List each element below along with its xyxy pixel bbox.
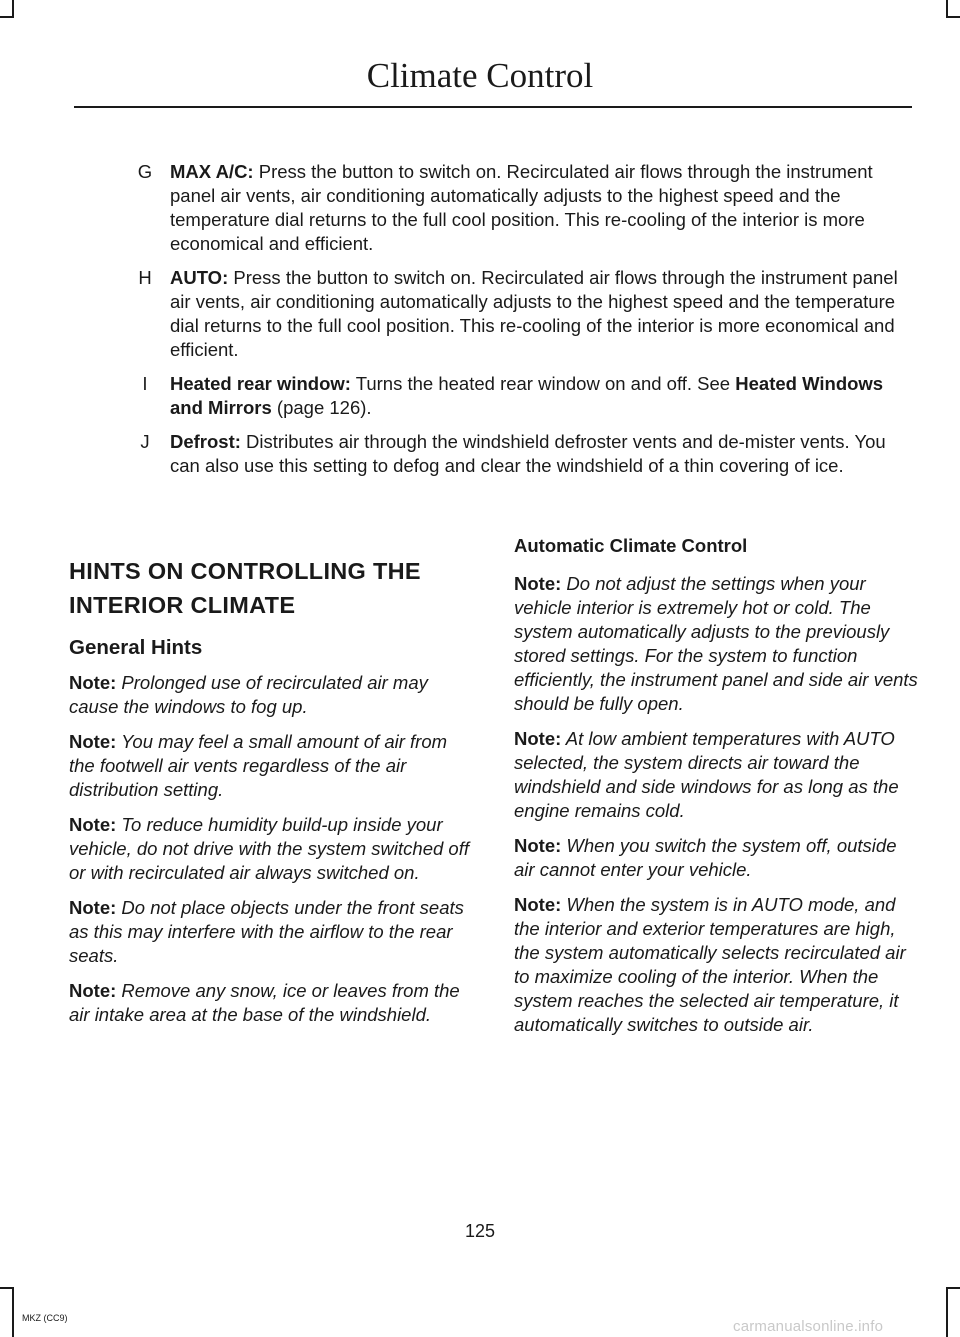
note [69, 896, 473, 968]
key-text: Turns the heated rear window on and off. See [350, 373, 736, 394]
left-column [69, 556, 473, 1038]
note [69, 671, 473, 719]
key-letter: J [140, 431, 150, 452]
section-heading-line2: INTERIOR CLIMATE [69, 592, 296, 618]
subsection-heading: General Hints [69, 636, 203, 659]
key-letter: I [142, 373, 148, 394]
note-label: Note: [69, 897, 117, 918]
note-text: Do not place objects under the front seats as this may interfere with the airflow to the rear seats. [69, 897, 464, 966]
model-code: MKZ (CC9) [22, 1313, 68, 1323]
note-label: Note: [514, 894, 562, 915]
note [514, 893, 918, 1037]
note [514, 572, 918, 716]
key-text: Press the button to switch on. Recirculated air flows through the instrument panel air vents, air conditioning automatically adjusts to the highest speed and the temperature dial returns to the full cool position. This re-cooling of the interior is more economical and efficient. [170, 161, 873, 254]
crop-mark-bottom-right-h [946, 1287, 960, 1289]
note-label: Note: [514, 573, 562, 594]
key-description [170, 266, 906, 362]
cross-reference-link[interactable]: Heated Windows and Mirrors [170, 373, 884, 418]
key-label: MAX A/C: [170, 161, 254, 182]
crop-mark-top-left-h [0, 16, 14, 18]
crop-mark-top-left-v [12, 0, 14, 16]
note [514, 834, 918, 882]
crop-mark-bottom-left-v [12, 1289, 14, 1337]
note [69, 813, 473, 885]
note-text: Do not adjust the settings when your vehicle interior is extremely hot or cold. The system automatically adjusts to the previously stored settings. For the system to function efficiently, the instrument panel and side air vents should be fully open. [514, 573, 918, 714]
key-label: Defrost: [170, 431, 241, 452]
key-text: Press the button to switch on. Recirculated air flows through the instrument panel air vents, air conditioning automatically adjusts to the highest speed and the temperature dial returns to the full cool position. This re-cooling of the interior is more economical and efficient. [170, 267, 898, 360]
watermark: carmanualsonline.info [733, 1318, 884, 1335]
title-divider [74, 106, 912, 108]
key-letter: H [138, 267, 152, 288]
page-title: Climate Control [366, 56, 594, 95]
note-text: When the system is in AUTO mode, and the interior and exterior temperatures are high, the system automatically selects recirculated air to maximize cooling of the interior. When the system reaches the selected air temperature, it automatically switches to outside air. [514, 894, 906, 1035]
note [69, 979, 473, 1027]
page-number: 125 [464, 1221, 496, 1241]
crop-mark-top-right-h [946, 16, 960, 18]
control-key-list [74, 160, 906, 488]
note-label: Note: [69, 814, 117, 835]
section-heading-line1: HINTS ON CONTROLLING THE [69, 558, 421, 584]
note-text: When you switch the system off, outside air cannot enter your vehicle. [514, 835, 897, 880]
note-text: You may feel a small amount of air from the footwell air vents regardless of the air distribution setting. [69, 731, 448, 800]
crop-mark-top-right-v [946, 0, 948, 16]
note-text: To reduce humidity build-up inside your vehicle, do not drive with the system switched off or with recirculated air always switched on. [69, 814, 469, 883]
key-text: Distributes air through the windshield defroster vents and de-mister vents. You can also use this setting to defog and clear the windshield of a thin covering of ice. [170, 431, 886, 476]
note-text: At low ambient temperatures with AUTO selected, the system directs air toward the windshield and side windows for as long as the engine remains cold. [514, 728, 899, 821]
right-column [514, 534, 918, 1048]
key-item-h [74, 266, 906, 362]
note-label: Note: [69, 672, 117, 693]
key-description [170, 430, 906, 478]
note-text: Remove any snow, ice or leaves from the air intake area at the base of the windshield. [69, 980, 460, 1025]
key-description [170, 160, 906, 256]
crop-mark-bottom-right-v [946, 1289, 948, 1337]
note [514, 727, 918, 823]
key-letter: G [137, 161, 153, 182]
key-label: AUTO: [170, 267, 229, 288]
page-reference: (page 126). [271, 397, 372, 418]
key-label: Heated rear window: [170, 373, 351, 394]
key-item-j [74, 430, 906, 478]
key-item-g [74, 160, 906, 256]
note-label: Note: [69, 980, 117, 1001]
key-description [170, 372, 906, 420]
note [69, 730, 473, 802]
note-label: Note: [514, 835, 562, 856]
key-item-i [74, 372, 906, 420]
note-text: Prolonged use of recirculated air may cause the windows to fog up. [69, 672, 428, 717]
note-label: Note: [69, 731, 117, 752]
note-label: Note: [514, 728, 562, 749]
subsection-heading: Automatic Climate Control [514, 535, 748, 556]
